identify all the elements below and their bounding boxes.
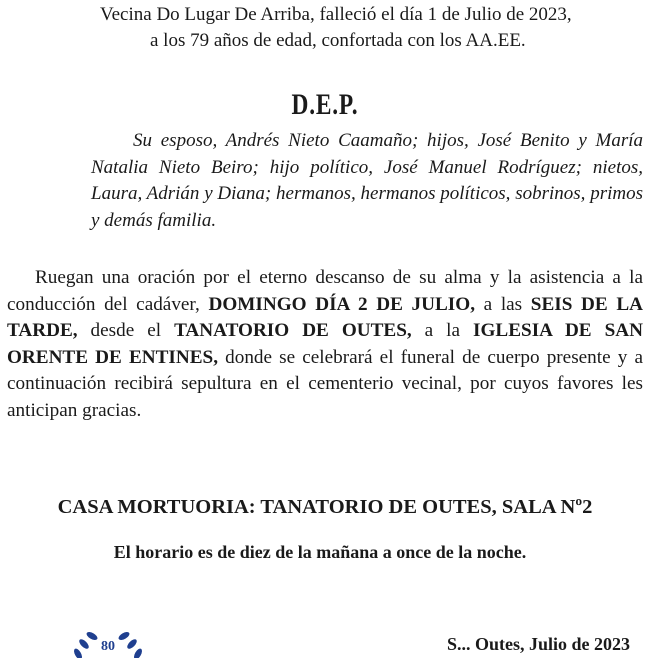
emblem-number: 80	[101, 639, 115, 654]
opening-hours: El horario es de diez de la mañana a once de la noche.	[113, 542, 527, 562]
intro-line-1: Vecina Do Lugar De Arriba, falleció el día 1 de Julio de 2023,	[100, 4, 572, 25]
laurel-emblem-icon	[68, 618, 148, 658]
family-paragraph: Su esposo, Andrés Nieto Caamaño; hijos, José Benito y María Natalia Nieto Beiro; hijo político, José Manuel Rodríguez; nietos, Laura, Adrián y Diana; hermanos, hermanos políticos, sobrinos, primos y demás familia.	[91, 130, 643, 231]
departure-place: TANATORIO DE OUTES,	[174, 320, 412, 342]
request-paragraph	[7, 265, 643, 425]
church-name: IGLESIA DE SAN ORENTE DE ENTINES,	[7, 320, 643, 368]
request-text-1: Ruegan una oración por el eterno descanso de su alma y la asistencia a la conducción del cadáver,	[7, 267, 643, 315]
funeral-date: DOMINGO DÍA 2 DE JULIO,	[208, 293, 475, 315]
request-text-3: desde el	[77, 320, 175, 342]
footer-date: S... Outes, Julio de 2023	[446, 634, 630, 654]
request-text-5: donde se celebrará el funeral de cuerpo presente y a continuación recibirá sepultura en el cementerio vecinal, por cuyos favores les anticipan gracias.	[7, 346, 644, 421]
intro-line-2: a los 79 años de edad, confortada con los AA.EE.	[150, 30, 526, 51]
casa-mortuoria: CASA MORTUORIA: TANATORIO DE OUTES, SALA Nº2	[57, 496, 593, 518]
request-text-2: a las	[475, 293, 531, 315]
dep-heading: D.E.P.	[291, 88, 359, 121]
funeral-time: SEIS DE LA TARDE,	[7, 293, 643, 342]
request-text-4: a la	[411, 320, 474, 342]
